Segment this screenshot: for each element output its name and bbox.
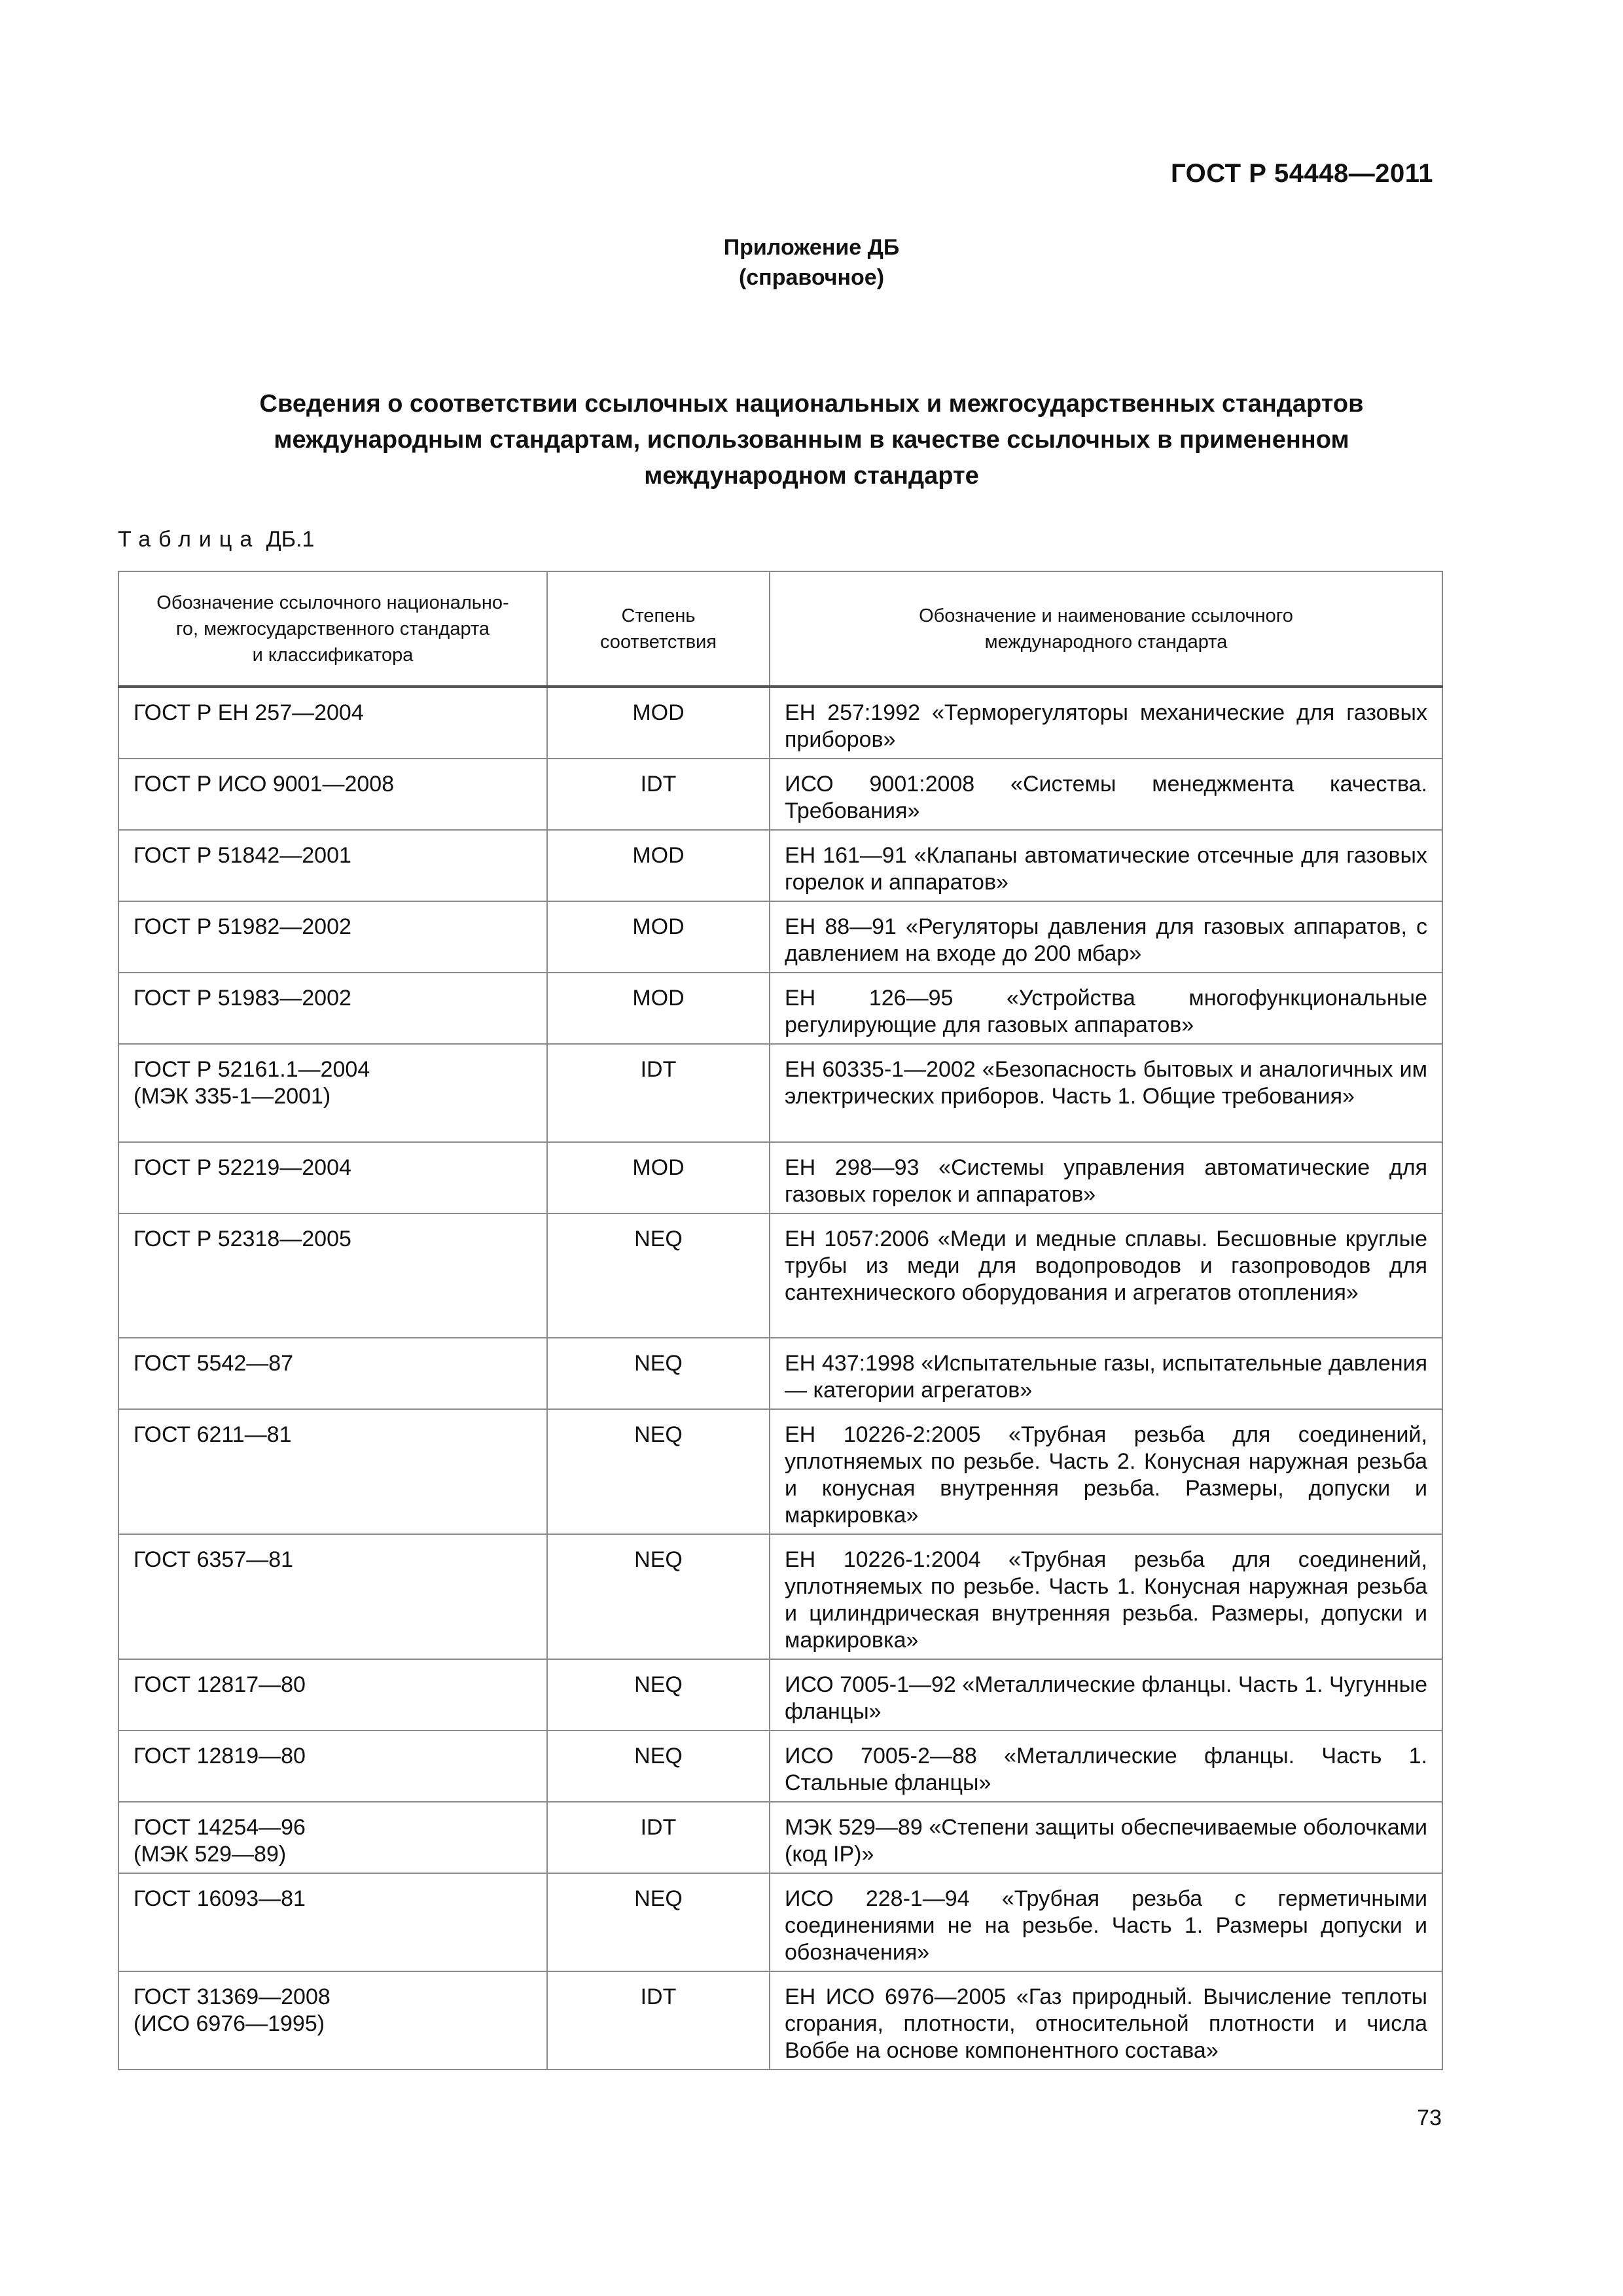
degree-cell: IDT xyxy=(547,1044,770,1142)
title-line: Сведения о соответствии ссылочных национальных и межгосударственных стандартов xyxy=(259,390,1364,418)
national-standard-cell xyxy=(118,1338,547,1409)
header-national-standard xyxy=(118,571,547,687)
international-standard-cell: ЕН 161—91 «Клапаны автоматические отсечные для газовых горелок и аппаратов» xyxy=(770,830,1442,901)
international-standard-cell: ИСО 7005-1—92 «Металлические фланцы. Часть 1. Чугунные фланцы» xyxy=(770,1659,1442,1731)
appendix-label: Приложение ДБ xyxy=(723,235,900,260)
national-standard-cell xyxy=(118,759,547,830)
table-row xyxy=(118,1142,1442,1213)
table-row xyxy=(118,1409,1442,1534)
page-number: 73 xyxy=(1417,2106,1442,2130)
degree-cell: IDT xyxy=(547,759,770,830)
national-standard-cell xyxy=(118,1142,547,1213)
national-standard-line: ГОСТ Р 51982—2002 xyxy=(134,914,351,939)
national-standard-cell xyxy=(118,1213,547,1338)
header-line: го, межгосударственного стандарта xyxy=(175,618,490,639)
table-row xyxy=(118,1338,1442,1409)
appendix-heading xyxy=(0,232,1623,293)
international-standard-cell: ЕН 257:1992 «Терморегуляторы механические для газовых приборов» xyxy=(770,687,1442,759)
table-row xyxy=(118,687,1442,759)
table-row xyxy=(118,901,1442,973)
national-standard-line: ГОСТ Р 52318—2005 xyxy=(134,1227,351,1251)
national-standard-line: ГОСТ Р 51842—2001 xyxy=(134,843,351,868)
international-standard-cell: ЕН 10226-2:2005 «Трубная резьба для соединений, уплотняемых по резьбе. Часть 2. Конусная наружная резьба и конусная внутренняя резьба. Размеры, допуски и маркировка» xyxy=(770,1409,1442,1534)
international-standard-cell: ИСО 228-1—94 «Трубная резьба с герметичными соединениями не на резьбе. Часть 1. Размеры допуски и обозначения» xyxy=(770,1873,1442,1971)
national-standard-line: ГОСТ 31369—2008 xyxy=(134,1984,330,2009)
national-standard-cell xyxy=(118,1044,547,1142)
table-row xyxy=(118,1044,1442,1142)
national-standard-cell xyxy=(118,830,547,901)
header-line: Степень xyxy=(621,605,696,626)
appendix-type: (справочное) xyxy=(738,265,885,290)
national-standard-line: ГОСТ Р 52161.1—2004 xyxy=(134,1057,370,1082)
degree-cell: IDT xyxy=(547,1971,770,2070)
national-standard-line: (МЭК 529—89) xyxy=(134,1842,287,1867)
national-standard-cell xyxy=(118,1731,547,1802)
degree-cell: IDT xyxy=(547,1802,770,1873)
table-row xyxy=(118,973,1442,1044)
table-row xyxy=(118,1802,1442,1873)
national-standard-cell xyxy=(118,973,547,1044)
national-standard-line: ГОСТ Р 51983—2002 xyxy=(134,986,351,1011)
national-standard-line: ГОСТ 6357—81 xyxy=(134,1547,294,1572)
national-standard-line: ГОСТ 16093—81 xyxy=(134,1886,306,1911)
international-standard-cell: ИСО 9001:2008 «Системы менеджмента качества. Требования» xyxy=(770,759,1442,830)
international-standard-cell: ЕН 88—91 «Регуляторы давления для газовых аппаратов, с давлением на входе до 200 мбар» xyxy=(770,901,1442,973)
international-standard-cell: ИСО 7005-2—88 «Металлические фланцы. Часть 1. Стальные фланцы» xyxy=(770,1731,1442,1802)
degree-cell: MOD xyxy=(547,830,770,901)
national-standard-line: ГОСТ 5542—87 xyxy=(134,1351,294,1376)
title-line: международным стандартам, использованным в качестве ссылочных в примененном xyxy=(274,426,1349,454)
table-row xyxy=(118,1213,1442,1338)
header-line: международного стандарта xyxy=(984,631,1228,653)
standard-code: ГОСТ Р 54448—2011 xyxy=(1171,159,1433,188)
references-table xyxy=(118,571,1443,2070)
degree-cell: NEQ xyxy=(547,1873,770,1971)
header-degree xyxy=(547,571,770,687)
header-line: Обозначение и наименование ссылочного xyxy=(919,605,1293,626)
table-row xyxy=(118,1534,1442,1659)
degree-cell: NEQ xyxy=(547,1534,770,1659)
national-standard-line: ГОСТ Р 52219—2004 xyxy=(134,1155,351,1180)
national-standard-line: ГОСТ 6211—81 xyxy=(134,1422,292,1447)
national-standard-cell xyxy=(118,901,547,973)
national-standard-cell xyxy=(118,1534,547,1659)
degree-cell: NEQ xyxy=(547,1659,770,1731)
table-caption-word: Таблица xyxy=(118,527,260,552)
national-standard-line: ГОСТ Р ЕН 257—2004 xyxy=(134,700,364,725)
degree-cell: NEQ xyxy=(547,1213,770,1338)
table-header-row xyxy=(118,571,1442,687)
header-international-standard xyxy=(770,571,1442,687)
national-standard-line: ГОСТ Р ИСО 9001—2008 xyxy=(134,772,395,797)
header-line: соответствия xyxy=(599,631,717,653)
national-standard-line: ГОСТ 12817—80 xyxy=(134,1672,306,1697)
degree-cell: NEQ xyxy=(547,1338,770,1409)
table-row xyxy=(118,759,1442,830)
degree-cell: MOD xyxy=(547,901,770,973)
national-standard-cell xyxy=(118,1802,547,1873)
international-standard-cell: МЭК 529—89 «Степени защиты обеспечиваемые оболочками (код IP)» xyxy=(770,1802,1442,1873)
table-row xyxy=(118,1971,1442,2070)
national-standard-cell xyxy=(118,687,547,759)
international-standard-cell: ЕН 60335-1—2002 «Безопасность бытовых и аналогичных им электрических приборов. Часть 1. Общие требования» xyxy=(770,1044,1442,1142)
table-row xyxy=(118,830,1442,901)
national-standard-line: (ИСО 6976—1995) xyxy=(134,2011,325,2036)
title-line: международном стандарте xyxy=(644,462,979,490)
national-standard-line: (МЭК 335-1—2001) xyxy=(134,1084,331,1109)
table-row xyxy=(118,1731,1442,1802)
degree-cell: NEQ xyxy=(547,1409,770,1534)
table-caption-number: ДБ.1 xyxy=(266,527,315,552)
national-standard-cell xyxy=(118,1409,547,1534)
international-standard-cell: ЕН ИСО 6976—2005 «Газ природный. Вычисление теплоты сгорания, плотности, относительной плотности и числа Воббе на основе компонентного состава» xyxy=(770,1971,1442,2070)
international-standard-cell: ЕН 126—95 «Устройства многофункциональные регулирующие для газовых аппаратов» xyxy=(770,973,1442,1044)
table-row xyxy=(118,1873,1442,1971)
national-standard-line: ГОСТ 14254—96 xyxy=(134,1815,306,1840)
international-standard-cell: ЕН 1057:2006 «Меди и медные сплавы. Бесшовные круглые трубы из меди для водопроводов и газопроводов для сантехнического оборудования и агрегатов отопления» xyxy=(770,1213,1442,1338)
international-standard-cell: ЕН 298—93 «Системы управления автоматические для газовых горелок и аппаратов» xyxy=(770,1142,1442,1213)
table-row xyxy=(118,1659,1442,1731)
section-title xyxy=(131,386,1492,494)
degree-cell: MOD xyxy=(547,687,770,759)
national-standard-cell xyxy=(118,1971,547,2070)
degree-cell: MOD xyxy=(547,1142,770,1213)
national-standard-cell xyxy=(118,1659,547,1731)
header-line: Обозначение ссылочного национально- xyxy=(156,592,509,613)
table-caption xyxy=(118,527,314,552)
national-standard-cell xyxy=(118,1873,547,1971)
national-standard-line: ГОСТ 12819—80 xyxy=(134,1744,306,1768)
international-standard-cell: ЕН 10226-1:2004 «Трубная резьба для соединений, уплотняемых по резьбе. Часть 1. Конусная наружная резьба и цилиндрическая внутренняя резьба. Размеры, допуски и маркировка» xyxy=(770,1534,1442,1659)
international-standard-cell: ЕН 437:1998 «Испытательные газы, испытательные давления — категории агрегатов» xyxy=(770,1338,1442,1409)
header-line: и классификатора xyxy=(252,644,414,666)
degree-cell: MOD xyxy=(547,973,770,1044)
degree-cell: NEQ xyxy=(547,1731,770,1802)
